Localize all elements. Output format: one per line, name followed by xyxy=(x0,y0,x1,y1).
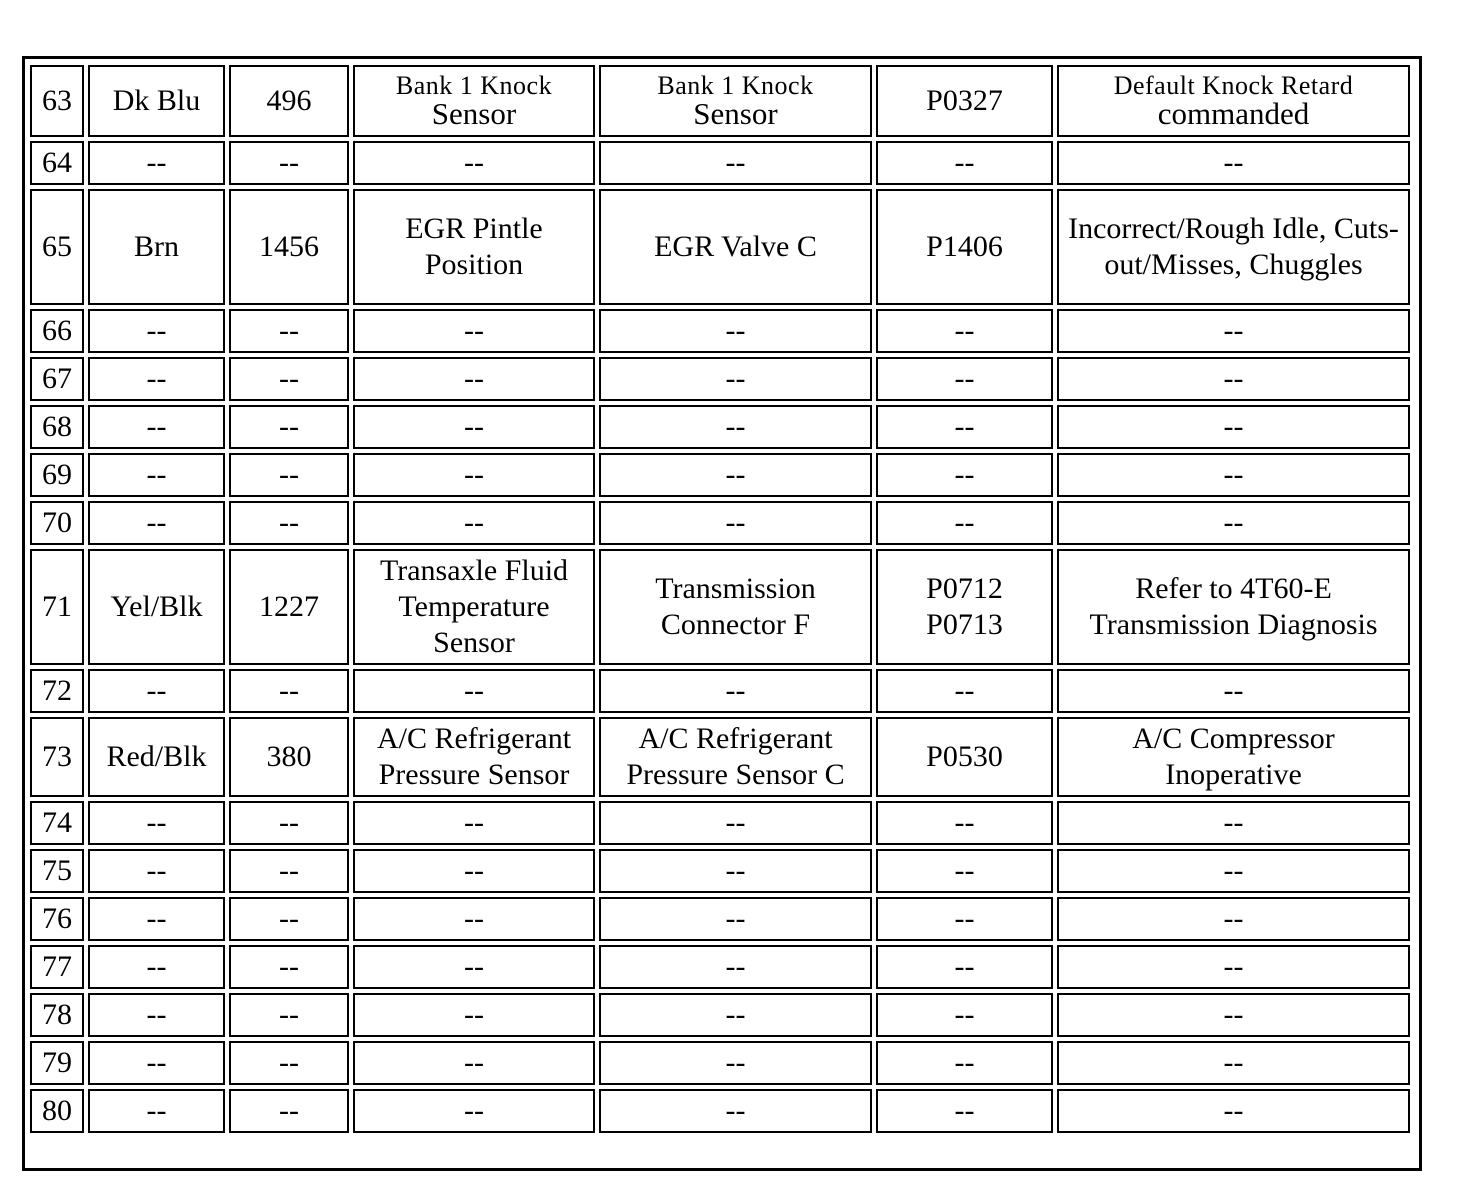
symptom-cell: -- xyxy=(1057,993,1410,1037)
function-cell: -- xyxy=(353,309,595,353)
dtc-cell: -- xyxy=(876,357,1053,401)
circuit-cell: -- xyxy=(229,141,349,185)
wire-color-cell: -- xyxy=(88,309,225,353)
function-cell xyxy=(353,65,595,137)
component-cell xyxy=(599,65,872,137)
dtc-cell: -- xyxy=(876,669,1053,713)
function-line-1: Bank 1 Knock xyxy=(395,71,553,100)
symptom-cell: Refer to 4T60-E Transmission Diagnosis xyxy=(1057,549,1410,665)
circuit-cell: -- xyxy=(229,453,349,497)
symptom-cell: A/C Compressor Inoperative xyxy=(1057,717,1410,797)
pin-cell: 73 xyxy=(30,717,84,797)
dtc-cell: -- xyxy=(876,309,1053,353)
function-cell: -- xyxy=(353,897,595,941)
circuit-cell: -- xyxy=(229,849,349,893)
table-row xyxy=(30,1041,1410,1085)
symptom-cell: -- xyxy=(1057,453,1410,497)
wire-color-cell: -- xyxy=(88,669,225,713)
wire-color-cell: -- xyxy=(88,897,225,941)
table-row xyxy=(30,65,1410,137)
table-row xyxy=(30,993,1410,1037)
pin-cell: 67 xyxy=(30,357,84,401)
wire-color-cell: -- xyxy=(88,993,225,1037)
symptom-cell: -- xyxy=(1057,405,1410,449)
circuit-cell: -- xyxy=(229,897,349,941)
dtc-cell: -- xyxy=(876,849,1053,893)
function-cell: -- xyxy=(353,141,595,185)
component-cell: -- xyxy=(599,669,872,713)
function-cell: -- xyxy=(353,945,595,989)
component-cell: -- xyxy=(599,1041,872,1085)
symptom-cell: -- xyxy=(1057,801,1410,845)
symptom-cell: -- xyxy=(1057,357,1410,401)
component-cell: -- xyxy=(599,897,872,941)
function-cell: -- xyxy=(353,801,595,845)
table-row xyxy=(30,405,1410,449)
pin-cell: 77 xyxy=(30,945,84,989)
circuit-cell: -- xyxy=(229,309,349,353)
pin-cell: 63 xyxy=(30,65,84,137)
function-cell: A/C Refrigerant Pressure Sensor xyxy=(353,717,595,797)
dtc-cell: -- xyxy=(876,801,1053,845)
dtc-cell: -- xyxy=(876,1041,1053,1085)
table-row xyxy=(30,189,1410,305)
table-row xyxy=(30,501,1410,545)
symptom-line-2: commanded xyxy=(1157,96,1310,131)
pin-cell: 79 xyxy=(30,1041,84,1085)
component-cell: -- xyxy=(599,801,872,845)
wire-color-cell: -- xyxy=(88,453,225,497)
component-cell: A/C Refrigerant Pressure Sensor C xyxy=(599,717,872,797)
component-cell: EGR Valve C xyxy=(599,189,872,305)
circuit-cell: -- xyxy=(229,1089,349,1133)
function-line-2: Sensor xyxy=(431,96,517,131)
symptom-cell: -- xyxy=(1057,501,1410,545)
pin-cell: 74 xyxy=(30,801,84,845)
pinout-table xyxy=(26,61,1414,1137)
pin-cell: 80 xyxy=(30,1089,84,1133)
component-line-2: Sensor xyxy=(693,96,778,131)
pin-cell: 64 xyxy=(30,141,84,185)
component-cell: -- xyxy=(599,357,872,401)
circuit-cell: -- xyxy=(229,1041,349,1085)
wire-color-cell: -- xyxy=(88,141,225,185)
table-row xyxy=(30,549,1410,665)
table-row xyxy=(30,849,1410,893)
dtc-cell: -- xyxy=(876,141,1053,185)
circuit-cell: -- xyxy=(229,993,349,1037)
symptom-cell: -- xyxy=(1057,897,1410,941)
dtc-cell: -- xyxy=(876,945,1053,989)
dtc-cell: -- xyxy=(876,405,1053,449)
function-cell: -- xyxy=(353,669,595,713)
symptom-cell: -- xyxy=(1057,849,1410,893)
component-cell: -- xyxy=(599,453,872,497)
dtc-cell: -- xyxy=(876,993,1053,1037)
pin-cell: 65 xyxy=(30,189,84,305)
pin-cell: 69 xyxy=(30,453,84,497)
wire-color-cell: -- xyxy=(88,849,225,893)
function-cell: -- xyxy=(353,357,595,401)
component-cell: -- xyxy=(599,141,872,185)
wire-color-cell: -- xyxy=(88,1041,225,1085)
table-row xyxy=(30,945,1410,989)
function-cell: -- xyxy=(353,849,595,893)
pin-cell: 70 xyxy=(30,501,84,545)
wire-color-cell: -- xyxy=(88,357,225,401)
function-cell: -- xyxy=(353,453,595,497)
dtc-cell: -- xyxy=(876,453,1053,497)
wire-color-cell: Dk Blu xyxy=(88,65,225,137)
pin-cell: 75 xyxy=(30,849,84,893)
function-cell: -- xyxy=(353,1041,595,1085)
table-row xyxy=(30,897,1410,941)
dtc-cell: P0530 xyxy=(876,717,1053,797)
table-row xyxy=(30,357,1410,401)
circuit-cell: -- xyxy=(229,405,349,449)
pin-cell: 68 xyxy=(30,405,84,449)
symptom-cell: -- xyxy=(1057,945,1410,989)
function-cell: -- xyxy=(353,405,595,449)
function-cell: EGR Pintle Position xyxy=(353,189,595,305)
pin-cell: 66 xyxy=(30,309,84,353)
dtc-cell: -- xyxy=(876,501,1053,545)
circuit-cell: 1456 xyxy=(229,189,349,305)
function-cell: Transaxle Fluid Temperature Sensor xyxy=(353,549,595,665)
component-cell: -- xyxy=(599,849,872,893)
function-cell: -- xyxy=(353,1089,595,1133)
component-line-1: Bank 1 Knock xyxy=(657,71,814,100)
wire-color-cell: Red/Blk xyxy=(88,717,225,797)
dtc-cell xyxy=(876,549,1053,665)
component-cell: -- xyxy=(599,945,872,989)
symptom-cell: -- xyxy=(1057,141,1410,185)
symptom-cell: -- xyxy=(1057,309,1410,353)
component-cell: Transmission Connector F xyxy=(599,549,872,665)
symptom-cell: -- xyxy=(1057,1089,1410,1133)
symptom-cell: Incorrect/Rough Idle, Cuts-out/Misses, Chuggles xyxy=(1057,189,1410,305)
dtc-cell: -- xyxy=(876,1089,1053,1133)
circuit-cell: 380 xyxy=(229,717,349,797)
function-cell: -- xyxy=(353,501,595,545)
circuit-cell: -- xyxy=(229,945,349,989)
circuit-cell: -- xyxy=(229,669,349,713)
symptom-cell xyxy=(1057,65,1410,137)
wire-color-cell: -- xyxy=(88,945,225,989)
dtc-cell: -- xyxy=(876,897,1053,941)
dtc-line-2: P0713 xyxy=(926,608,1003,641)
component-cell: -- xyxy=(599,309,872,353)
function-cell: -- xyxy=(353,993,595,1037)
circuit-cell: -- xyxy=(229,801,349,845)
pin-cell: 72 xyxy=(30,669,84,713)
component-cell: -- xyxy=(599,405,872,449)
symptom-line-1: Default Knock Retard xyxy=(1113,71,1354,100)
wire-color-cell: Brn xyxy=(88,189,225,305)
circuit-cell: -- xyxy=(229,357,349,401)
table-row xyxy=(30,141,1410,185)
pin-cell: 76 xyxy=(30,897,84,941)
component-cell: -- xyxy=(599,993,872,1037)
table-row xyxy=(30,1089,1410,1133)
circuit-cell: -- xyxy=(229,501,349,545)
table-row xyxy=(30,717,1410,797)
wire-color-cell: -- xyxy=(88,1089,225,1133)
symptom-cell: -- xyxy=(1057,1041,1410,1085)
wire-color-cell: -- xyxy=(88,801,225,845)
circuit-cell: 496 xyxy=(229,65,349,137)
component-cell: -- xyxy=(599,1089,872,1133)
wire-color-cell: -- xyxy=(88,501,225,545)
dtc-cell: P1406 xyxy=(876,189,1053,305)
dtc-cell: P0327 xyxy=(876,65,1053,137)
symptom-cell: -- xyxy=(1057,669,1410,713)
table-row xyxy=(30,801,1410,845)
table-row xyxy=(30,669,1410,713)
component-cell: -- xyxy=(599,501,872,545)
pin-cell: 78 xyxy=(30,993,84,1037)
dtc-line-1: P0712 xyxy=(926,572,1003,605)
circuit-cell: 1227 xyxy=(229,549,349,665)
wire-color-cell: -- xyxy=(88,405,225,449)
pin-cell: 71 xyxy=(30,549,84,665)
table-row xyxy=(30,453,1410,497)
table-row xyxy=(30,309,1410,353)
wire-color-cell: Yel/Blk xyxy=(88,549,225,665)
